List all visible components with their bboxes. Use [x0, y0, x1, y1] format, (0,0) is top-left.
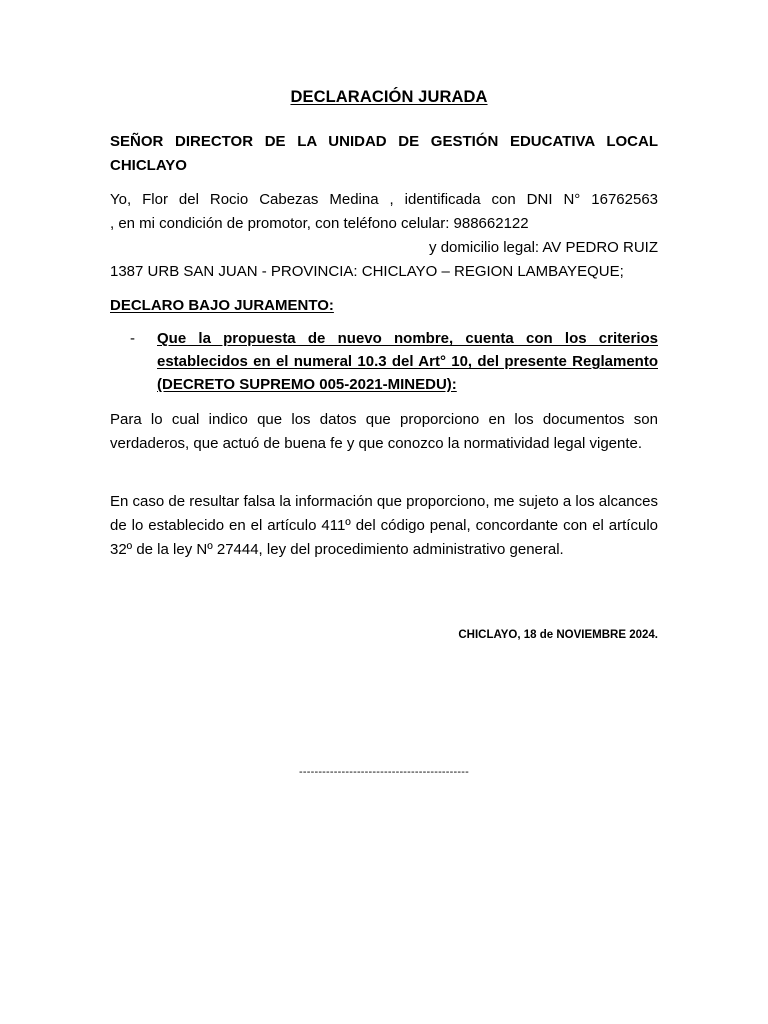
- bullet-marker: -: [130, 330, 135, 347]
- intro-paragraph: [110, 188, 658, 284]
- intro-line-4: 1387 URB SAN JUAN - PROVINCIA: CHICLAYO – REGION LAMBAYEQUE;: [110, 263, 624, 280]
- declaro-heading: DECLARO BAJO JURAMENTO:: [110, 297, 334, 314]
- paragraph-penalty: En caso de resultar falsa la información que proporciono, me sujeto a los alcances de lo establecido en el artículo 411º del código penal, concordante con el artículo 32º de la ley Nº 27444, ley del procedimiento administrativo general.: [110, 493, 658, 558]
- addressee: SEÑOR DIRECTOR DE LA UNIDAD DE GESTIÓN EDUCATIVA LOCAL CHICLAYO: [110, 133, 658, 174]
- signature-line: --------------------------------------------: [299, 766, 469, 778]
- intro-line-2: , en mi condición de promotor, con teléfono celular: 988662122: [110, 215, 529, 232]
- intro-line-3: y domicilio legal: AV PEDRO RUIZ: [429, 239, 658, 256]
- date-line: CHICLAYO, 18 de NOVIEMBRE 2024.: [458, 629, 658, 641]
- bullet-text: Que la propuesta de nuevo nombre, cuenta con los criterios establecidos en el numeral 10.3 del Art° 10, del presente Reglamento (DECRETO SUPREMO 005-2021-MINEDU):: [157, 330, 658, 393]
- document-title: DECLARACIÓN JURADA: [290, 88, 488, 106]
- paragraph-good-faith: Para lo cual indico que los datos que proporciono en los documentos son verdaderos, que actuó de buena fe y que conozco la normatividad legal vigente.: [110, 411, 658, 452]
- intro-line-1: Yo, Flor del Rocio Cabezas Medina , identificada con DNI N° 16762563: [110, 191, 658, 208]
